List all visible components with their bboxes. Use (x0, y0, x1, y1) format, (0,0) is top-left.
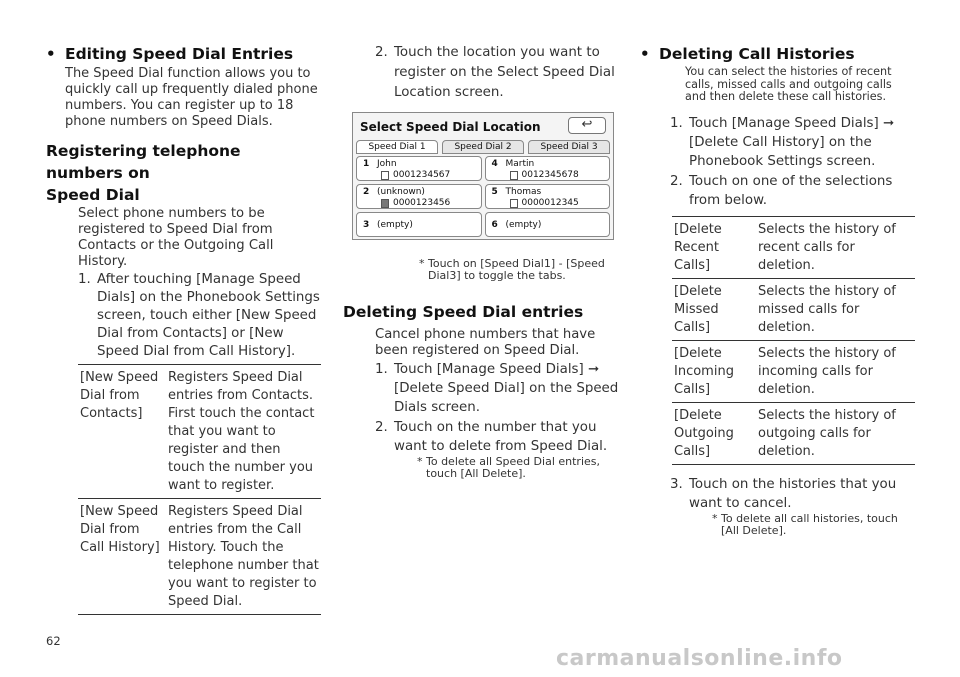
select-speed-dial-location-screenshot (352, 112, 614, 240)
step-number: 1. (670, 115, 683, 131)
table-row (672, 340, 915, 402)
step-text: Touch [Manage Speed Dials] ➞ [Delete Call History] on the Phonebook Settings screen. (689, 115, 895, 169)
note-text: Touch on [Speed Dial1] - [Speed Dial3] to toggle the tabs. (428, 257, 605, 283)
slot-phone-row (381, 170, 450, 180)
back-button[interactable] (568, 117, 606, 134)
option-description: Registers Speed Dial entries from the Call History. Touch the telephone number that you want to register to Speed Dial. (166, 499, 321, 615)
page-number: 62 (46, 634, 61, 648)
bullet: • (46, 45, 56, 63)
tab-speed-dial-2[interactable]: Speed Dial 2 (442, 140, 524, 154)
speed-dial-slot[interactable] (485, 184, 611, 209)
speed-dial-slot[interactable] (485, 212, 611, 237)
watermark: carmanualsonline.info (556, 646, 843, 671)
heading-text: Deleting Call Histories (659, 45, 855, 63)
other-icon (510, 199, 518, 208)
office-icon (381, 199, 389, 208)
register-step-2 (343, 43, 619, 103)
slot-number: 3 (363, 220, 370, 230)
asterisk: * (419, 257, 425, 270)
option-description: Registers Speed Dial entries from Contacts. First touch the contact that you want to register and then touch the number you want to register. (166, 365, 321, 499)
editing-speed-dial-heading (46, 45, 322, 63)
step-text: Touch on the number that you want to delete from Speed Dial. (394, 419, 608, 454)
slot-phone-row (510, 170, 579, 180)
slot-name: Thomas (505, 187, 542, 197)
table-row (78, 365, 321, 499)
speed-dial-slot[interactable] (356, 184, 482, 209)
tab-toggle-note (343, 258, 619, 283)
slot-name: (empty) (377, 220, 413, 230)
slot-number: 6 (491, 220, 498, 230)
history-options-table (672, 216, 915, 465)
slot-number: 2 (363, 187, 370, 197)
left-column (46, 42, 322, 615)
screen-title: Select Speed Dial Location (360, 120, 541, 134)
step-text: Touch [Manage Speed Dials] ➞ [Delete Speed Dial] on the Speed Dials screen. (394, 361, 619, 415)
section-title-line-1: Registering telephone numbers on (46, 142, 241, 182)
option-description: Selects the history of incoming calls for deletion. (756, 340, 915, 402)
register-step-1 (46, 271, 322, 361)
step-number: 3. (670, 476, 683, 492)
step-number: 2. (375, 419, 388, 435)
slot-name: John (377, 159, 397, 169)
deleting-speed-dial-title: Deleting Speed Dial entries (343, 302, 584, 321)
step-number: 1. (78, 272, 91, 287)
table-row (78, 499, 321, 615)
note-text: To delete all call histories, touch [All Delete]. (721, 511, 898, 538)
mobile-icon (381, 171, 389, 180)
middle-column (343, 42, 619, 481)
asterisk: * (712, 511, 718, 525)
step-text: After touching [Manage Speed Dials] on the Phonebook Settings screen, touch either [New Speed Dial from Contacts] or [New Speed Dial from Call History]. (97, 272, 320, 359)
delete-step-2 (343, 418, 619, 456)
option-term: [Delete Incoming Calls] (672, 340, 756, 402)
history-step-1 (640, 114, 916, 171)
deleting-call-histories-heading (640, 45, 916, 63)
delete-all-histories-note (640, 513, 916, 538)
slot-phone: 0001234567 (393, 170, 451, 180)
home-icon (510, 171, 518, 180)
step-text: Touch on one of the selections from below. (689, 173, 893, 208)
heading-text: Editing Speed Dial Entries (65, 45, 294, 63)
option-term: [Delete Missed Calls] (672, 278, 756, 340)
slot-phone: 0000123456 (393, 198, 451, 208)
back-icon: ↩ (581, 117, 593, 132)
bullet: • (640, 45, 650, 63)
history-step-2 (640, 172, 916, 210)
slot-name: (unknown) (377, 187, 425, 197)
note-text: To delete all Speed Dial entries, touch [All Delete]. (426, 454, 601, 481)
delete-step-1 (343, 360, 619, 417)
asterisk: * (417, 454, 423, 468)
option-description: Selects the history of recent calls for deletion. (756, 216, 915, 278)
registering-section-title (46, 140, 322, 206)
speed-dial-tabs (356, 140, 610, 154)
step-number: 2. (375, 45, 388, 60)
slot-phone: 0000012345 (521, 198, 579, 208)
option-term: [New Speed Dial from Call History] (78, 499, 166, 615)
speed-dial-slot[interactable] (356, 212, 482, 237)
slot-number: 4 (491, 159, 498, 169)
option-term: [Delete Recent Calls] (672, 216, 756, 278)
slot-name: Martin (505, 159, 535, 169)
slot-number: 1 (363, 159, 370, 169)
table-row (672, 402, 915, 464)
tab-speed-dial-3[interactable]: Speed Dial 3 (528, 140, 610, 154)
step-number: 1. (375, 361, 388, 377)
speed-dial-slots (356, 156, 610, 237)
deleting-speed-dial-body: Cancel phone numbers that have been registered on Speed Dial. (375, 326, 596, 358)
option-term: [Delete Outgoing Calls] (672, 402, 756, 464)
tab-speed-dial-1[interactable]: Speed Dial 1 (356, 140, 438, 154)
delete-all-note (343, 456, 619, 481)
deleting-call-histories-intro: You can select the histories of recent calls, missed calls and outgoing calls and then delete these call histories. (685, 65, 892, 104)
step-number: 2. (670, 173, 683, 189)
step-text: Touch the location you want to register on the Select Speed Dial Location screen. (394, 45, 615, 100)
slot-number: 5 (491, 187, 498, 197)
editing-speed-dial-intro: The Speed Dial function allows you to quickly call up frequently dialed phone numbers. You can register up to 18 phone numbers on Speed Dials. (65, 66, 318, 129)
option-description: Selects the history of outgoing calls for deletion. (756, 402, 915, 464)
history-step-3 (640, 475, 916, 513)
section-title-line-2: Speed Dial (46, 186, 140, 204)
right-column (640, 42, 916, 538)
option-description: Selects the history of missed calls for deletion. (756, 278, 915, 340)
slot-name: (empty) (505, 220, 542, 230)
slot-phone-row (381, 198, 450, 208)
table-row (672, 216, 915, 278)
table-row (672, 278, 915, 340)
registering-section-body: Select phone numbers to be registered to Speed Dial from Contacts or the Outgoing Call History. (78, 206, 274, 269)
speed-dial-slot[interactable] (485, 156, 611, 181)
slot-phone: 0012345678 (521, 170, 579, 180)
speed-dial-slot[interactable] (356, 156, 482, 181)
slot-phone-row (510, 198, 579, 208)
register-options-table (78, 364, 321, 615)
step-text: Touch on the histories that you want to cancel. (689, 476, 897, 511)
option-term: [New Speed Dial from Contacts] (78, 365, 166, 499)
